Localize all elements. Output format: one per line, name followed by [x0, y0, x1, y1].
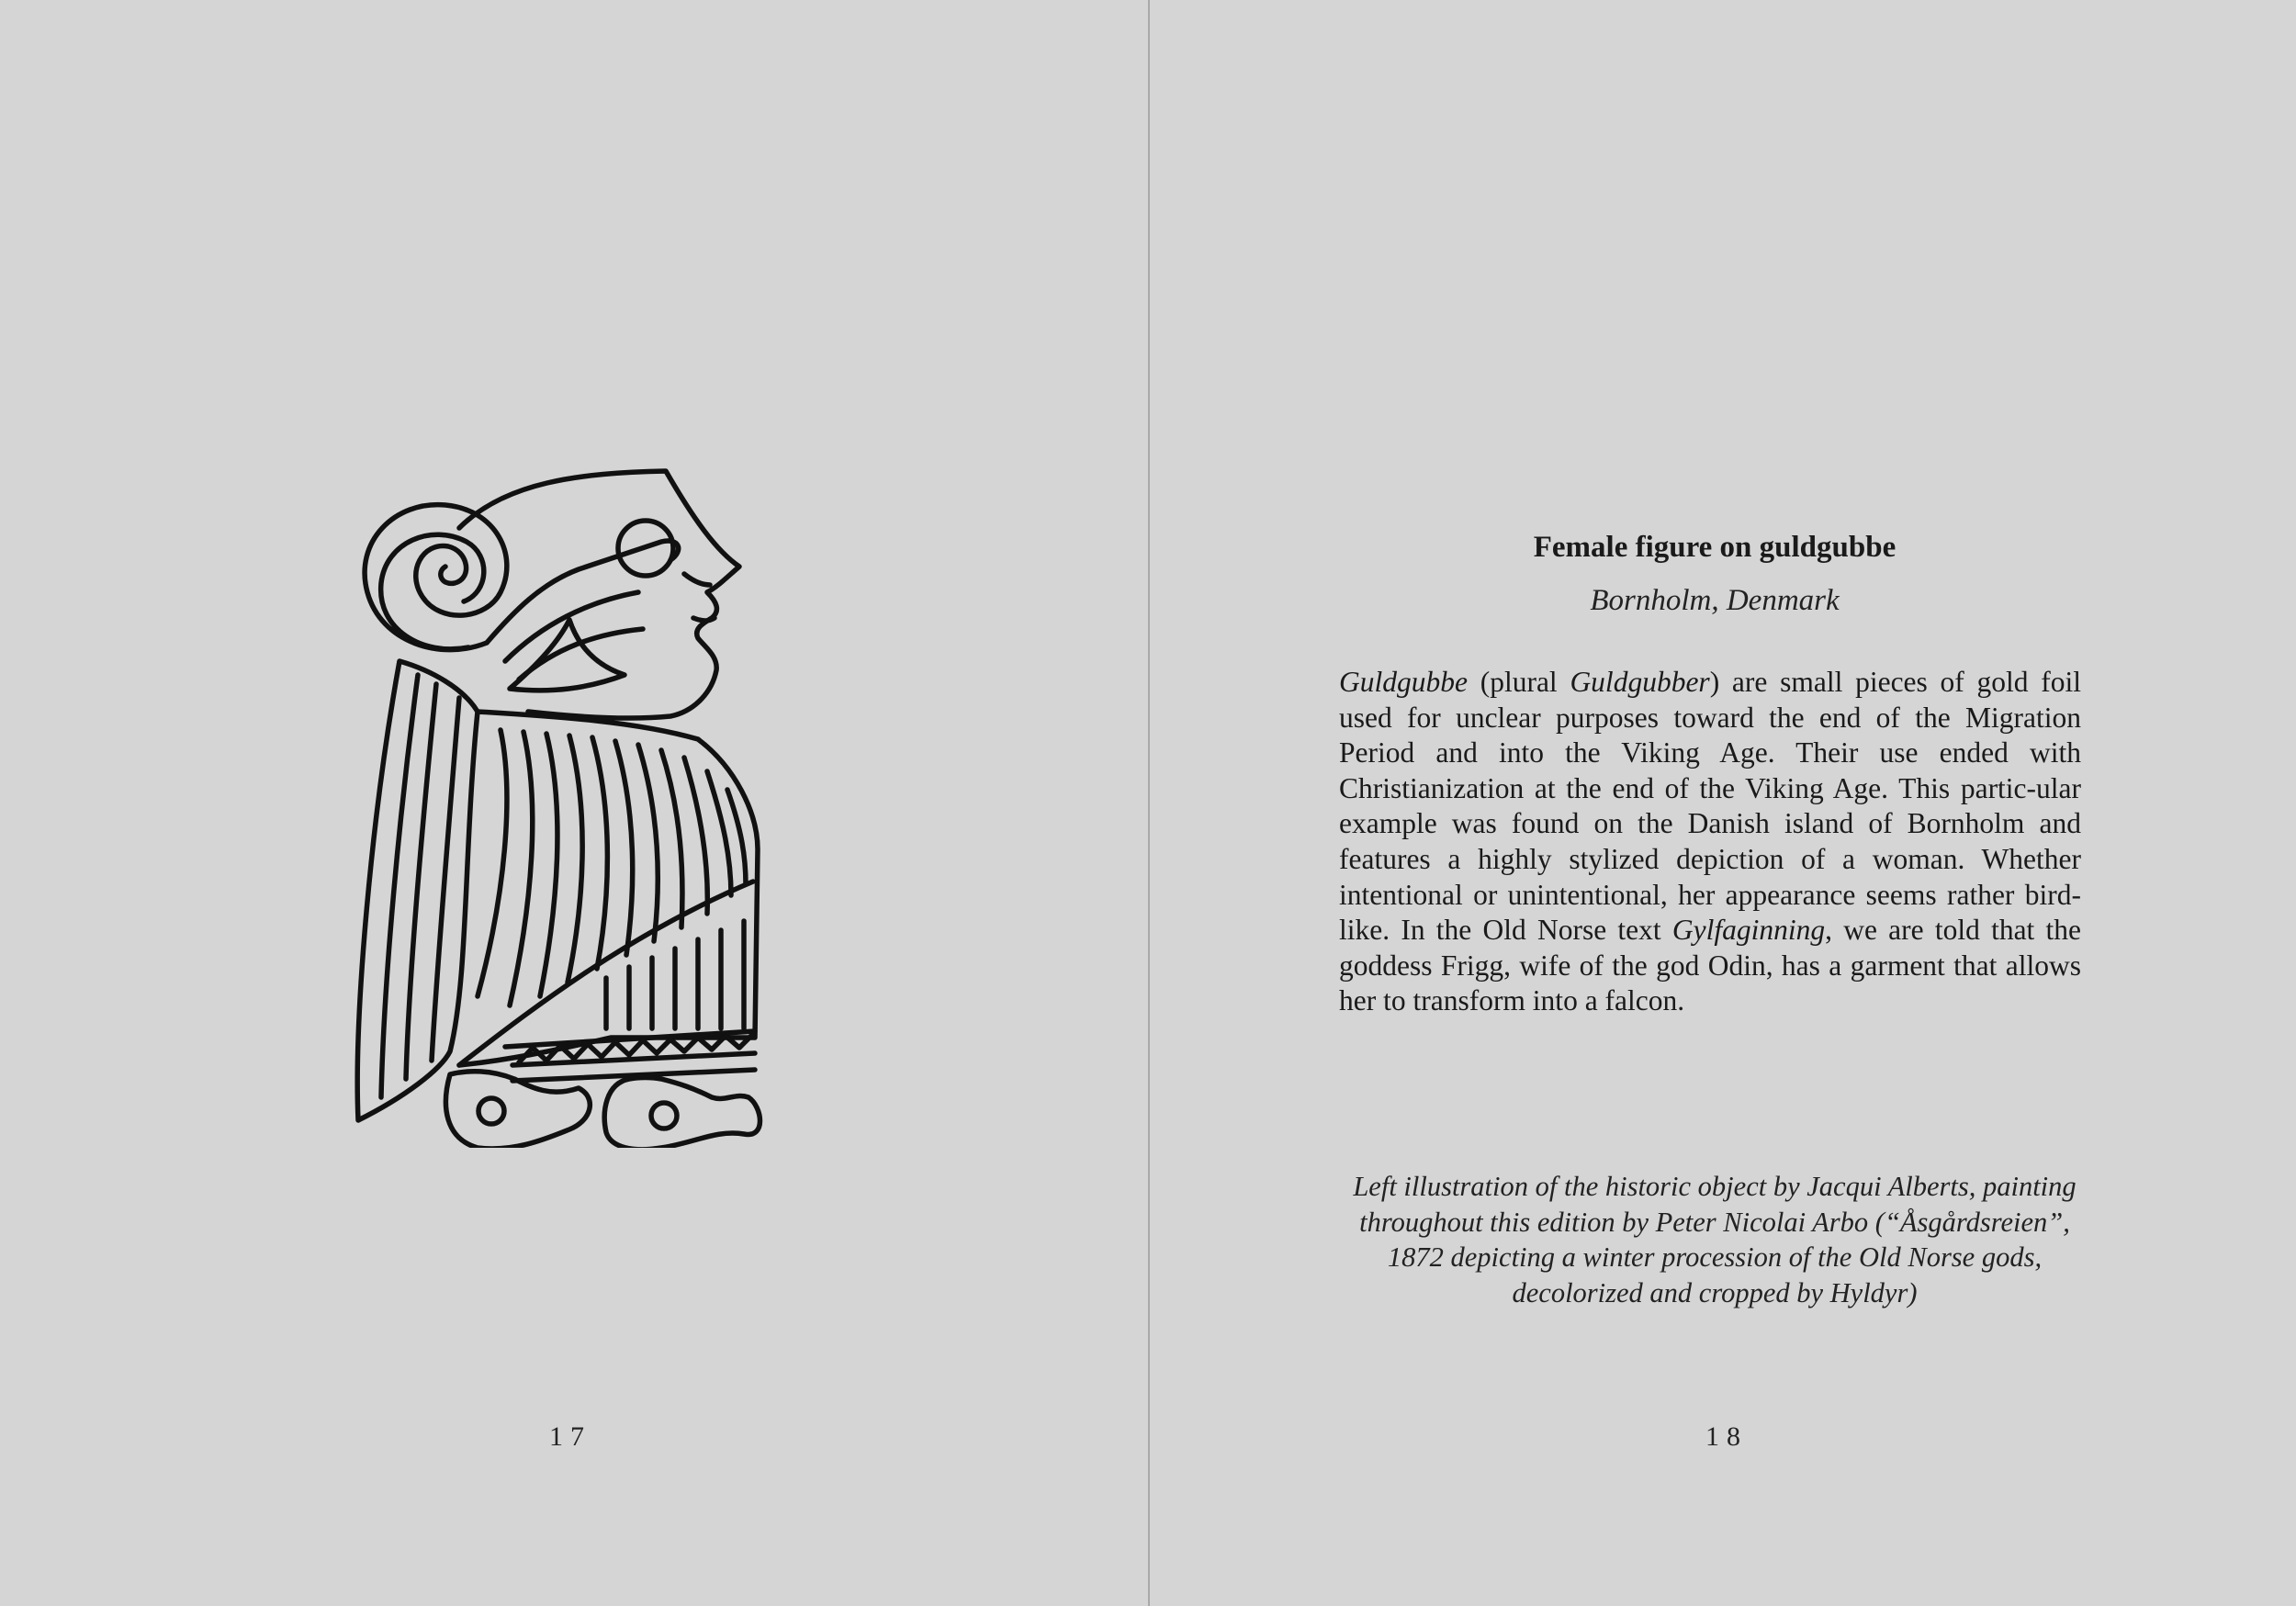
- body-text-segment: (plural: [1467, 666, 1570, 698]
- right-page: [1150, 0, 2296, 1606]
- section-title: Female figure on guldgubbe: [1533, 531, 1896, 564]
- section-subtitle: Bornholm, Denmark: [1590, 584, 1840, 617]
- body-text-segment: , we are told that the goddess Frigg, wife of the god Odin, has a garment that allows her to transform into a falcon.: [1339, 914, 2082, 1017]
- body-paragraph: [1339, 665, 2081, 1019]
- illustration-caption: Left illustration of the historic object by Jacqui Alberts, painting throughout this edition by Peter Nicolai Arbo (“Åsgårdsreien”, 1872 depicting a winter procession of the Old Norse gods, decolorized and cropped by Hyldyr): [1353, 1171, 2077, 1308]
- term-gylfaginning: Gylfaginning: [1671, 914, 1826, 947]
- page-number: 17: [549, 1421, 591, 1452]
- page-number: 18: [1705, 1421, 1748, 1452]
- term-guldgubber: Guldgubber: [1570, 666, 1710, 698]
- guldgubbe-illustration: [331, 464, 808, 1148]
- body-text-segment: ) are small pieces of gold foil used for unclear purposes toward the end of the Migration Period and into the Viking Age. Their use ended with Christianization at the end of the Viking Age. This partic-ular example was found on the Danish island of Bornholm and features a highly stylized depiction of a woman. Whether intentional or unintentional, her appearance seems rather bird-like. In the Old Norse text: [1339, 666, 2081, 947]
- term-guldgubbe: Guldgubbe: [1339, 666, 1468, 698]
